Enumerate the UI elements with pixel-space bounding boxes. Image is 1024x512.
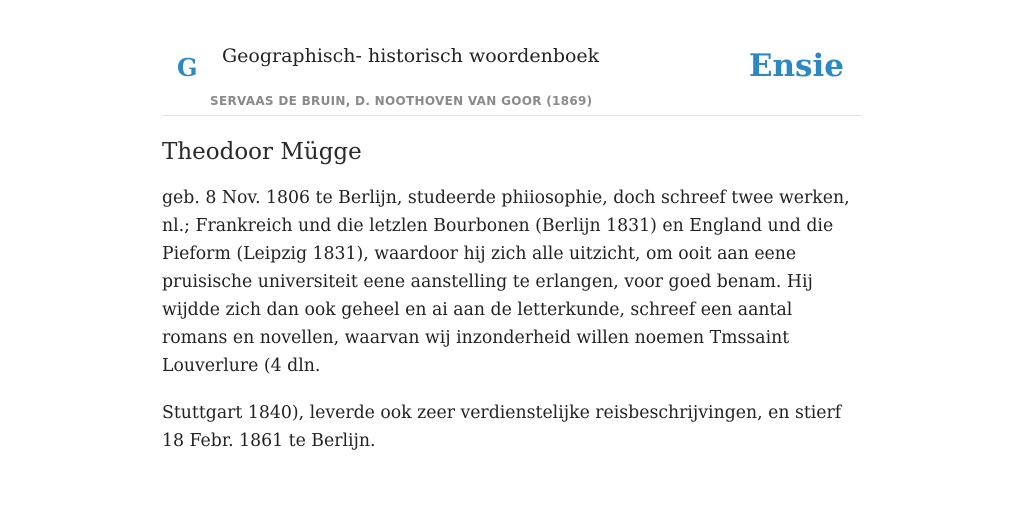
ensie-logo-link[interactable]: Ensie: [748, 48, 844, 84]
dictionary-header: [162, 0, 862, 116]
dictionary-initial-badge[interactable]: G: [177, 53, 198, 82]
content-container: [162, 0, 862, 455]
entry-title: Theodoor Mügge: [162, 139, 362, 165]
entry-paragraph: Stuttgart 1840), leverde ook zeer verdienstelijke reisbeschrijvingen, en stierf 18 Febr. 1861 te Berlijn.: [162, 402, 842, 451]
entry-body: [162, 184, 862, 455]
dictionary-authors: SERVAAS DE BRUIN, D. NOOTHOVEN VAN GOOR (1869): [210, 94, 593, 108]
dictionary-title-link[interactable]: Geographisch- historisch woordenboek: [222, 45, 600, 67]
entry-paragraph: geb. 8 Nov. 1806 te Berlijn, studeerde phiiosophie, doch schreef twee werken, nl.; Frankreich und die letzlen Bourbonen (Berlijn 1831) en England und die Pieform (Leipzig 1831), waardoor hij zich alle uitzicht, om ooit aan eene pruisische universiteit eene aanstelling te erlangen, voor goed benam. Hij wijdde zich dan ook geheel en ai aan de letterkunde, schreef een aantal romans en novellen, waarvan wij inzonderheid willen noemen Tmssaint Louverlure (4 dln.: [162, 187, 850, 376]
